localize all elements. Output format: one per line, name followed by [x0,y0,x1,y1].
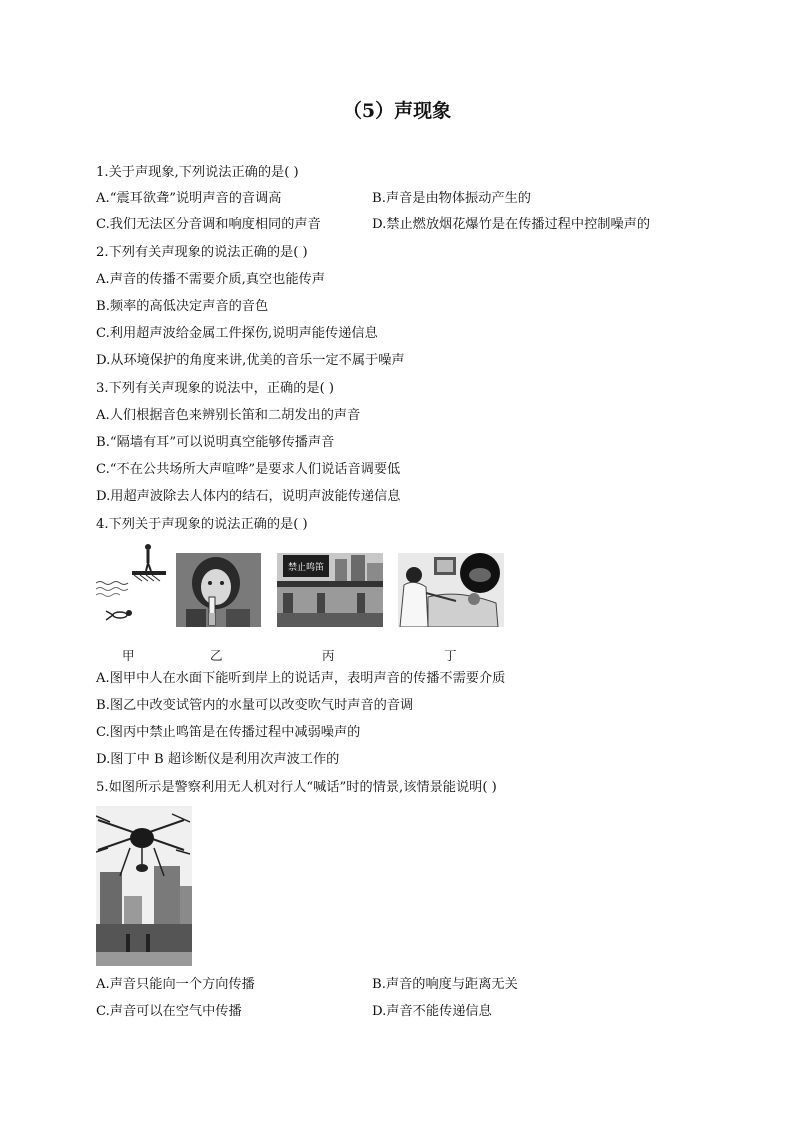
question-5-option-c: C.声音可以在空气中传播 [96,1004,242,1019]
question-1-option-b: B.声音是由物体振动产生的 [372,191,531,206]
question-1-option-a: A.“震耳欲聋”说明声音的音调高 [96,191,282,206]
question-5-option-d: D.声音不能传递信息 [372,1004,492,1019]
question-1-option-d: D.禁止燃放烟花爆竹是在传播过程中控制噪声的 [372,217,651,232]
figure-caption-ding: 丁 [444,648,457,663]
question-2-stem: 2.下列有关声现象的说法正确的是( ) [96,245,308,260]
figure-ding [398,553,504,627]
question-1-stem: 1.关于声现象,下列说法正确的是( ) [96,165,299,180]
question-4-option-d: D.图丁中 B 超诊断仪是利用次声波工作的 [96,752,340,767]
question-2-option-b: B.频率的高低决定声音的音色 [96,299,269,314]
question-3-option-b: B.“隔墙有耳”可以说明真空能够传播声音 [96,435,335,450]
question-3-option-a: A.人们根据音色来辨别长笛和二胡发出的声音 [96,408,361,423]
figure-bing [277,553,383,627]
question-5-stem: 5.如图所示是警察利用无人机对行人“喊话”时的情景,该情景能说明( ) [96,780,497,795]
figure-caption-jia: 甲 [122,648,135,663]
no-honking-sign-text: 禁止鸣笛 [287,563,325,573]
question-3-option-d: D.用超声波除去人体内的结石，说明声波能传递信息 [96,489,401,504]
figure-jia [96,541,166,631]
question-2-option-a: A.声音的传播不需要介质,真空也能传声 [96,272,325,287]
question-5-option-a: A.声音只能向一个方向传播 [96,977,255,992]
question-4-stem: 4.下列关于声现象的说法正确的是( ) [96,517,308,532]
question-3-option-c: C.“不在公共场所大声喧哗”是要求人们说话音调要低 [96,462,401,477]
question-4-option-b: B.图乙中改变试管内的水量可以改变吹气时声音的音调 [96,698,414,713]
figure-caption-bing: 丙 [322,648,335,663]
question-1-option-c: C.我们无法区分音调和响度相同的声音 [96,217,321,232]
question-4-option-a: A.图甲中人在水面下能听到岸上的说话声，表明声音的传播不需要介质 [96,671,506,686]
question-5-option-b: B.声音的响度与距离无关 [372,977,518,992]
question-4-option-c: C.图丙中禁止鸣笛是在传播过程中减弱噪声的 [96,725,361,740]
figure-yi [176,553,261,627]
question-2-option-c: C.利用超声波给金属工件探伤,说明声能传递信息 [96,326,378,341]
question-2-option-d: D.从环境保护的角度来讲,优美的音乐一定不属于噪声 [96,353,405,368]
figure-drone [96,806,192,966]
figure-caption-yi: 乙 [210,648,223,663]
page-title: （5）声现象 [342,100,452,122]
question-3-stem: 3.下列有关声现象的说法中，正确的是( ) [96,381,335,396]
